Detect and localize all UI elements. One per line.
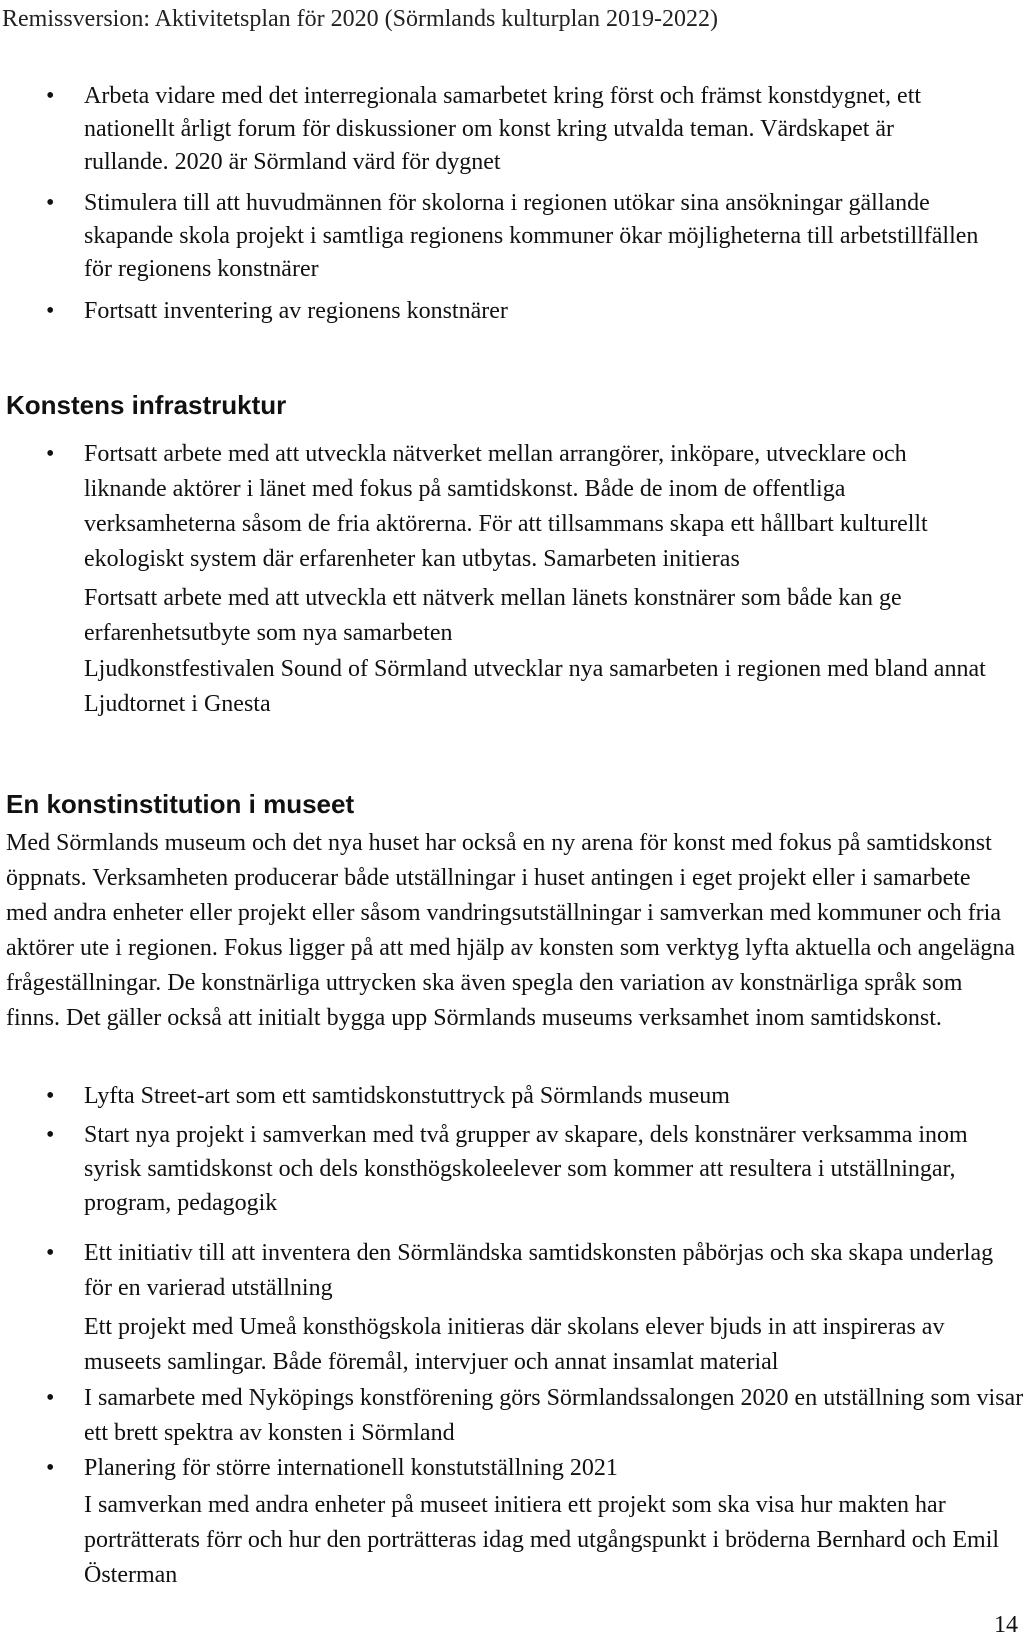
list-continuation: Ljudkonstfestivalen Sound of Sörmland utvecklar nya samarbeten i regionen med bland annat Ljudtornet i Gnesta [84,656,986,717]
bullet-icon: • [46,1455,55,1481]
list-item [40,295,984,328]
section-heading: Konstens infrastruktur [6,390,287,420]
list-item-text: Fortsatt arbete med att utveckla nätverket mellan arrangörer, inköpare, utvecklare och liknande aktörer i länet med fokus på samtidskonst. Både de inom de offentliga verksamheterna såsom de fria aktörerna. För att tillsammans skapa ett hållbart kulturellt ekologiskt system där erfarenheter kan utbytas. Samarbeten initieras [84,441,928,572]
list-item-text: Fortsatt inventering av regionens konstnärer [84,298,508,324]
list-continuation: Ett projekt med Umeå konsthögskola initieras där skolans elever bjuds in att inspireras av museets samlingar. Både föremål, intervjuer och annat insamlat material [84,1314,945,1375]
list-continuation: Fortsatt arbete med att utveckla ett nätverk mellan länets konstnärer som både kan ge erfarenhetsutbyte som nya samarbeten [84,585,902,646]
list-item [40,437,984,577]
list-continuation: I samverkan med andra enheter på museet initiera ett projekt som ska visa hur makten har porträtterats förr och hur den porträtteras idag med utgångspunkt i bröderna Bernhard och Emil Österman [84,1492,1000,1588]
list-item [40,1236,1024,1306]
list-item [40,1080,1024,1113]
bullet-icon: • [46,1083,55,1109]
list-item-text: Stimulera till att huvudmännen för skolorna i regionen utökar sina ansökningar gällande skapande skola projekt i samtliga regionens kommuner ökar möjligheterna till arbetstillfällen för regionens konstnärer [84,190,979,282]
bullet-icon: • [46,190,55,216]
page-header: Remissversion: Aktivitetsplan för 2020 (Sörmlands kulturplan 2019-2022) [2,6,718,32]
list-item-text: Arbeta vidare med det interregionala samarbetet kring först och främst konstdygnet, ett nationellt årligt forum för diskussioner om konst kring utvalda teman. Värdskapet är rullande. 2020 är Sörmland värd för dygnet [84,83,922,175]
list-item-text: Lyfta Street-art som ett samtidskonstuttryck på Sörmlands museum [84,1083,730,1109]
list-item-text: Planering för större internationell konstutställning 2021 [84,1455,618,1481]
bullet-icon: • [46,1122,55,1148]
bullet-icon: • [46,1240,55,1266]
bullet-icon: • [46,298,55,324]
body-paragraph: Med Sörmlands museum och det nya huset har också en ny arena för konst med fokus på samtidskonst öppnats. Verksamheten producerar både utställningar i huset antingen i eget projekt eller i samarbete med andra enheter eller projekt eller såsom vandringsutställningar i samverkan med kommuner och fria aktörer ute i regionen. Fokus ligger på att med hjälp av konsten som verktyg lyfta aktuella och angelägna frågeställningar. De konstnärliga uttrycken ska även spegla den variation av konstnärliga språk som finns. Det gäller också att initialt bygga upp Sörmlands museums verksamhet inom samtidskonst. [6,830,1016,1031]
list-item [40,1452,1024,1485]
list-item [40,80,984,179]
section-heading: En konstinstitution i museet [6,789,355,819]
list-item-text: Ett initiativ till att inventera den Sörmländska samtidskonsten påbörjas och ska skapa underlag för en varierad utställning [84,1240,994,1301]
bullet-icon: • [46,441,55,467]
bullet-icon: • [46,83,55,109]
list-item [40,187,984,286]
list-item [40,1118,1024,1220]
bullet-icon: • [46,1385,55,1411]
list-item-text: I samarbete med Nyköpings konstförening görs Sörmlandssalongen 2020 en utställning som visar ett brett spektra av konsten i Sörmland [84,1385,1024,1446]
list-item-text: Start nya projekt i samverkan med två grupper av skapare, dels konstnärer verksamma inom syrisk samtidskonst och dels konsthögskoleelever som kommer att resultera i utställningar, program, pedagogik [84,1122,968,1216]
list-item [40,1381,1024,1451]
page-number: 14 [994,1612,1018,1638]
